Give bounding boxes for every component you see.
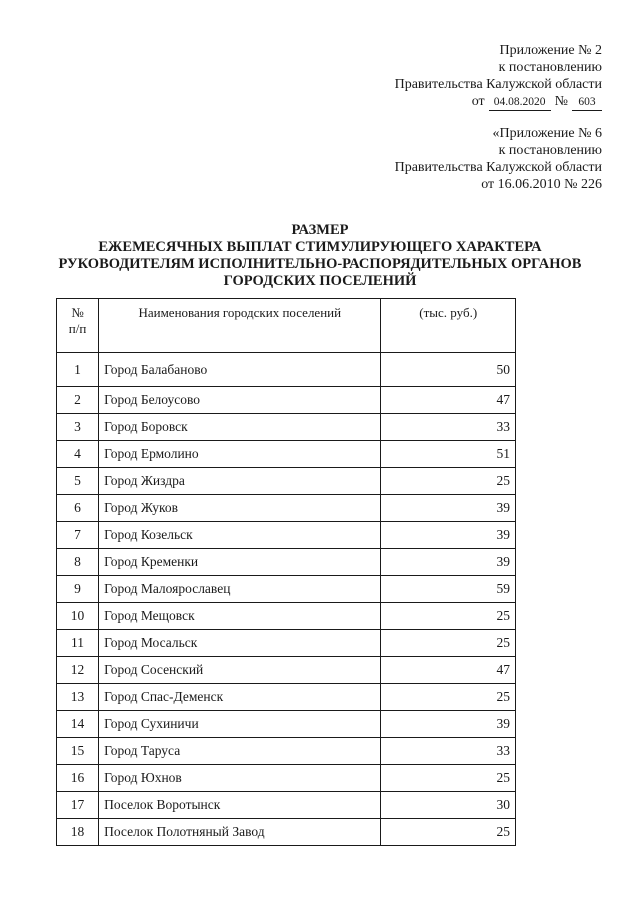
appendix-current-date-line (395, 93, 602, 111)
row-num-cell: 4 (57, 441, 99, 468)
row-name-cell: Город Козельск (99, 522, 381, 549)
row-num-cell: 2 (57, 387, 99, 414)
table-row (57, 387, 516, 414)
resolution-number: 603 (572, 95, 602, 111)
title-line4: ГОРОДСКИХ ПОСЕЛЕНИЙ (223, 273, 417, 289)
row-name-cell: Город Сухиничи (99, 711, 381, 738)
header-value: (тыс. руб.) (381, 299, 516, 353)
appendix-current-header (395, 42, 602, 111)
row-name-cell: Город Балабаново (99, 353, 381, 387)
title-line1: РАЗМЕР (291, 222, 349, 238)
table-row (57, 819, 516, 846)
table-row (57, 414, 516, 441)
row-name-cell: Город Сосенский (99, 657, 381, 684)
row-num-cell: 10 (57, 603, 99, 630)
table-header-row (57, 299, 516, 353)
row-value-cell: 47 (381, 387, 516, 414)
table-row (57, 711, 516, 738)
table-row (57, 468, 516, 495)
row-name-cell: Город Юхнов (99, 765, 381, 792)
row-num-cell: 7 (57, 522, 99, 549)
header-num (57, 299, 99, 353)
row-num-cell: 12 (57, 657, 99, 684)
header-num-line1: № (71, 305, 84, 320)
row-value-cell: 39 (381, 522, 516, 549)
table-row (57, 630, 516, 657)
table-row (57, 353, 516, 387)
table-row (57, 792, 516, 819)
header-num-line2: п/п (68, 321, 87, 336)
number-label: № (554, 94, 568, 109)
payments-table (56, 298, 516, 846)
table-row (57, 549, 516, 576)
row-value-cell: 33 (381, 738, 516, 765)
appendix-current-line2: к постановлению (498, 60, 602, 75)
table-row (57, 576, 516, 603)
table-row (57, 684, 516, 711)
row-value-cell: 47 (381, 657, 516, 684)
row-value-cell: 33 (381, 414, 516, 441)
appendix-original-line4: от 16.06.2010 № 226 (481, 177, 602, 192)
appendix-original-line1: «Приложение № 6 (492, 126, 602, 141)
resolution-date: 04.08.2020 (489, 95, 551, 111)
appendix-original-line3: Правительства Калужской области (394, 160, 602, 175)
appendix-current-line1: Приложение № 2 (499, 43, 602, 58)
table-row (57, 441, 516, 468)
appendix-current-line3: Правительства Калужской области (394, 77, 602, 92)
table-row (57, 738, 516, 765)
row-value-cell: 39 (381, 495, 516, 522)
document-title (0, 222, 640, 290)
row-value-cell: 25 (381, 684, 516, 711)
table-row (57, 603, 516, 630)
appendix-original-line2: к постановлению (498, 143, 602, 158)
table-row (57, 657, 516, 684)
row-num-cell: 5 (57, 468, 99, 495)
row-name-cell: Город Кременки (99, 549, 381, 576)
row-value-cell: 25 (381, 468, 516, 495)
row-name-cell: Город Боровск (99, 414, 381, 441)
table-row (57, 495, 516, 522)
row-name-cell: Город Белоусово (99, 387, 381, 414)
appendix-original-header (395, 125, 602, 193)
row-num-cell: 14 (57, 711, 99, 738)
row-name-cell: Город Таруса (99, 738, 381, 765)
row-value-cell: 51 (381, 441, 516, 468)
title-line3: РУКОВОДИТЕЛЯМ ИСПОЛНИТЕЛЬНО-РАСПОРЯДИТЕЛЬНЫХ ОРГАНОВ (58, 256, 582, 272)
row-name-cell: Город Мосальск (99, 630, 381, 657)
row-name-cell: Поселок Полотняный Завод (99, 819, 381, 846)
row-name-cell: Город Спас-Деменск (99, 684, 381, 711)
row-value-cell: 39 (381, 549, 516, 576)
row-value-cell: 50 (381, 353, 516, 387)
table-row (57, 522, 516, 549)
row-num-cell: 9 (57, 576, 99, 603)
row-num-cell: 17 (57, 792, 99, 819)
row-num-cell: 8 (57, 549, 99, 576)
row-value-cell: 25 (381, 630, 516, 657)
from-label: от (471, 94, 485, 109)
row-value-cell: 25 (381, 765, 516, 792)
row-name-cell: Город Жиздра (99, 468, 381, 495)
row-num-cell: 18 (57, 819, 99, 846)
row-value-cell: 30 (381, 792, 516, 819)
row-value-cell: 25 (381, 603, 516, 630)
row-num-cell: 11 (57, 630, 99, 657)
title-line2: ЕЖЕМЕСЯЧНЫХ ВЫПЛАТ СТИМУЛИРУЮЩЕГО ХАРАКТЕРА (98, 239, 542, 255)
row-name-cell: Город Малоярославец (99, 576, 381, 603)
row-value-cell: 39 (381, 711, 516, 738)
row-value-cell: 59 (381, 576, 516, 603)
row-num-cell: 3 (57, 414, 99, 441)
row-name-cell: Город Жуков (99, 495, 381, 522)
row-num-cell: 6 (57, 495, 99, 522)
row-num-cell: 16 (57, 765, 99, 792)
header-name: Наименования городских поселений (99, 299, 381, 353)
table-row (57, 765, 516, 792)
row-value-cell: 25 (381, 819, 516, 846)
row-num-cell: 15 (57, 738, 99, 765)
row-num-cell: 1 (57, 353, 99, 387)
row-name-cell: Город Мещовск (99, 603, 381, 630)
row-num-cell: 13 (57, 684, 99, 711)
row-name-cell: Город Ермолино (99, 441, 381, 468)
row-name-cell: Поселок Воротынск (99, 792, 381, 819)
